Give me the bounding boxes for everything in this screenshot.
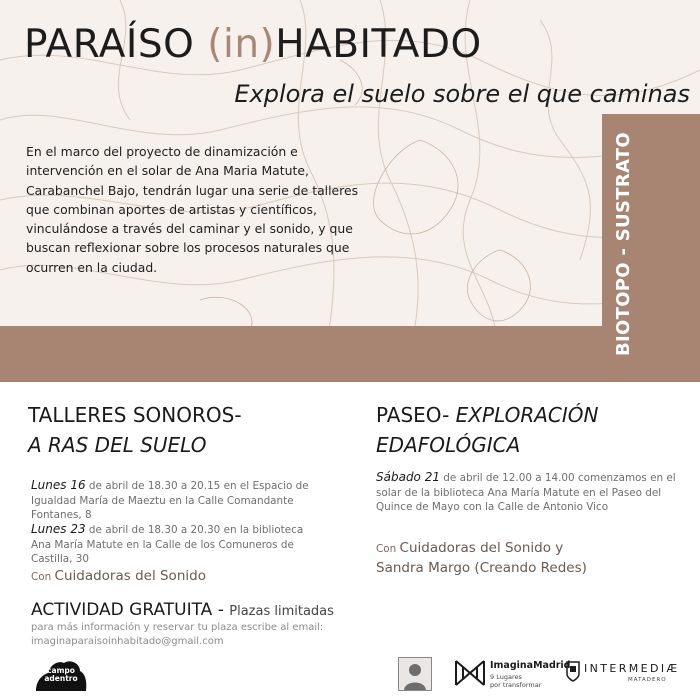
campo-adentro-text [34,667,88,683]
event-day: Lunes 16 [31,478,86,492]
intermediae-logo [566,660,694,690]
portrait-logo [398,657,432,691]
imagina-name: ImaginaMadrid [490,660,571,671]
event-lunes-16 [31,478,321,523]
title-text-end: HABITADO [275,22,482,67]
host-name: Cuidadoras del Sonido [54,568,206,584]
imagina-sub2: por transformar [490,681,542,689]
talleres-title-line2: A RAS DEL SUELO [28,433,207,457]
paseo-title [376,400,598,460]
event-details: de abril de 12.00 a 14.00 comenzamos en el solar de la biblioteca Ana María Matute en el Paseo del Quince de Mayo con la Calle de Antonio Vico [376,472,676,513]
intermediae-sub: MATADERO [628,677,667,683]
event-day: Lunes 23 [31,522,86,536]
contact-info-text: para más información y reservar tu plaza escribe al email: [31,622,324,633]
paseo-host [376,539,587,579]
free-activity-label [31,600,334,620]
title-highlight: (in) [207,22,276,67]
talleres-host [31,568,206,584]
imagina-tagline [490,673,541,689]
campo-line2: adentro [44,674,78,683]
host-prefix: Con [376,543,400,555]
event-lunes-23 [31,522,321,567]
accent-band [0,326,700,382]
event-sabado-21 [376,470,676,515]
imagina-madrid-icon [454,657,486,689]
contact-email[interactable]: imaginaparaisoinhabitado@gmail.com [31,636,224,647]
event-details: de abril de 18.30 a 20.30 en la biblioteca Ana María Matute en la Calle de los Comuneros de Castilla, 30 [31,524,304,565]
free-label: ACTIVIDAD GRATUITA - [31,600,230,620]
imagina-madrid-logo [454,657,574,691]
campo-adentro-logo [34,657,88,693]
contact-info [31,621,341,649]
limited-places: Plazas limitadas [229,604,334,619]
subtitle: Explora el suelo sobre el que caminas [234,80,690,108]
side-label: BIOTOPO - SUSTRATO [613,132,634,356]
imagina-sub1: 9 Lugares [490,673,522,681]
host-prefix: Con [31,571,55,583]
madrid-shield-icon [566,660,580,682]
event-day: Sábado 21 [376,470,440,484]
host-name: Cuidadoras del Sonido y [399,540,564,556]
paseo-title-line2: EDAFOLÓGICA [376,433,521,457]
title-text: PARAÍSO [24,22,208,67]
talleres-title [28,400,242,460]
event-details: de abril de 18.30 a 20.15 en el Espacio de Igualdad María de Maeztu en la Calle Comandante Fontanes, 8 [31,480,309,521]
host-name-2: Sandra Margo (Creando Redes) [376,560,587,576]
intro-paragraph: En el marco del proyecto de dinamización e intervención en el solar de Ana Maria Matute, Carabanchel Bajo, tendrán lugar una serie de talleres que combinan aportes de artistas y científicos, vinculándose a través del caminar y el sonido, y que buscan reflexionar sobre los procesos naturales que ocurren en la ciudad. [26,144,359,275]
talleres-title-line1: TALLERES SONOROS- [28,403,242,427]
intermediae-name: INTERMEDIÆ [584,662,680,675]
paseo-title-italic: EXPLORACIÓN [455,403,599,427]
paseo-title-prefix: PASEO- [376,403,456,427]
page-title [24,22,482,68]
campo-line1: campo [47,666,75,675]
portrait-icon [399,658,431,690]
